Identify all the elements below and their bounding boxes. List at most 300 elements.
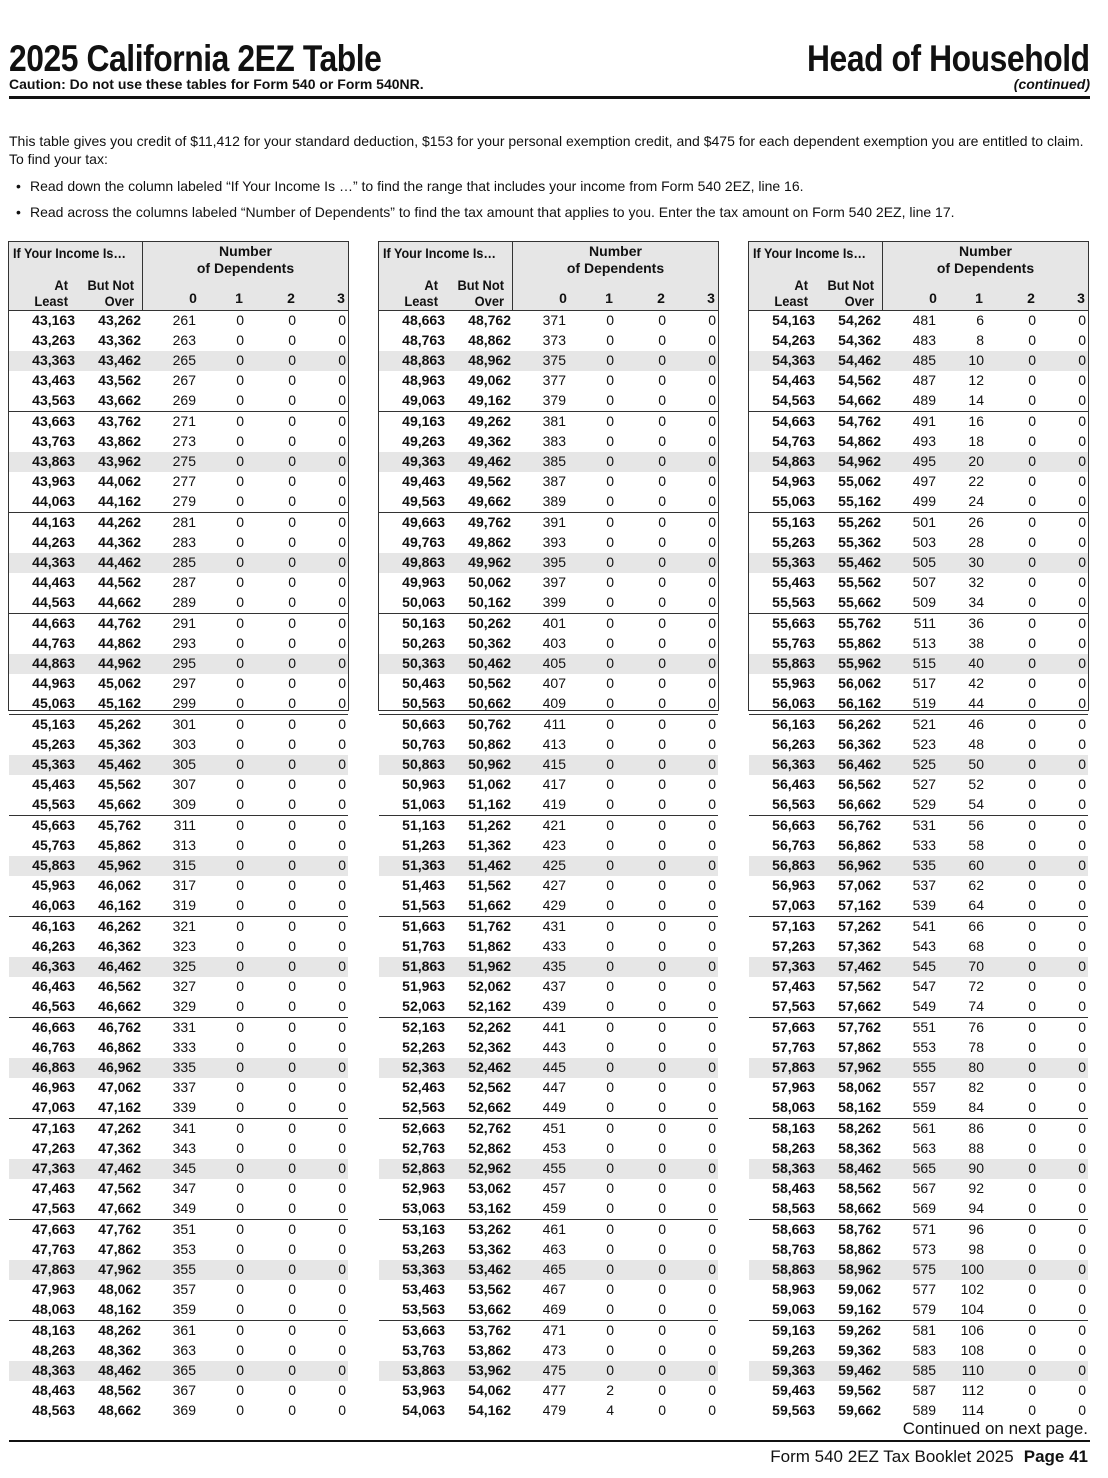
table-row [9,1341,348,1361]
at-least-cell: 49,863 [402,554,445,570]
tax-dependents-0-cell: 289 [172,594,196,610]
but-not-over-cell: 44,662 [98,594,141,610]
but-not-over-cell: 59,262 [838,1322,881,1338]
at-least-cell: 59,163 [772,1322,815,1338]
table-row [749,654,1088,674]
tax-dependents-3-cell: 0 [708,574,716,590]
tax-dependents-1-cell: 0 [236,1160,244,1176]
dependents-header-line1: Number [959,243,1012,259]
tax-dependents-1-cell: 98 [968,1241,984,1257]
tax-dependents-1-cell: 0 [606,1342,614,1358]
tax-dependents-3-cell: 0 [708,736,716,752]
but-not-over-cell: 48,962 [468,352,511,368]
table-row [749,1219,1088,1240]
but-not-over-cell: 46,162 [98,897,141,913]
at-least-cell: 50,863 [402,756,445,772]
tax-dependents-3-cell: 0 [338,312,346,328]
at-least-cell: 45,963 [32,877,75,893]
table-row [379,876,718,896]
at-least-cell: 54,863 [772,453,815,469]
tax-dependents-1-cell: 0 [236,413,244,429]
tax-dependents-3-cell: 0 [1078,332,1086,348]
table-row [9,916,348,937]
at-least-cell: 53,363 [402,1261,445,1277]
tax-dependents-1-cell: 0 [606,1160,614,1176]
tax-dependents-3-cell: 0 [338,1039,346,1055]
tax-dependents-1-cell: 0 [606,978,614,994]
table-row [749,1017,1088,1038]
tax-dependents-1-cell: 0 [606,1079,614,1095]
tax-dependents-3-cell: 0 [708,1362,716,1378]
tax-dependents-3-cell: 0 [708,1180,716,1196]
at-least-cell: 58,063 [772,1099,815,1115]
but-not-over-cell: 45,362 [98,736,141,752]
tax-dependents-1-cell: 62 [968,877,984,893]
table-row [379,452,718,472]
tax-dependents-1-cell: 0 [606,1200,614,1216]
table-row [9,856,348,876]
tax-dependents-0-cell: 481 [912,312,936,328]
tax-dependents-0-cell: 371 [542,312,566,328]
but-not-over-cell: 54,562 [838,372,881,388]
tax-dependents-1-cell: 0 [236,514,244,530]
tax-dependents-0-cell: 265 [172,352,196,368]
tax-dependents-1-cell: 0 [236,473,244,489]
tax-dependents-2-cell: 0 [1028,1221,1036,1237]
dependents-header-line2: of Dependents [936,260,1035,276]
at-least-cell: 56,463 [772,776,815,792]
tax-dependents-2-cell: 0 [658,574,666,590]
tax-dependents-3-cell: 0 [338,433,346,449]
tax-dependents-2-cell: 0 [288,695,296,711]
tax-dependents-0-cell: 273 [172,433,196,449]
tax-dependents-3-cell: 0 [708,372,716,388]
but-not-over-cell: 44,762 [98,615,141,631]
at-least-cell: 55,963 [772,675,815,691]
tax-dependents-0-cell: 299 [172,695,196,711]
tax-dependents-1-cell: 80 [968,1059,984,1075]
tax-dependents-3-cell: 0 [338,877,346,893]
tax-dependents-2-cell: 0 [1028,1079,1036,1095]
at-least-cell: 52,763 [402,1140,445,1156]
but-not-over-cell: 55,962 [838,655,881,671]
tax-dependents-3-cell: 0 [708,1140,716,1156]
at-least-cell: 56,163 [772,716,815,732]
tax-dependents-1-cell: 0 [606,877,614,893]
at-least-cell: 47,863 [32,1261,75,1277]
tax-dependents-1-cell: 110 [961,1362,984,1378]
tax-dependents-3-cell: 0 [1078,392,1086,408]
tax-dependents-0-cell: 281 [172,514,196,530]
tax-dependents-3-cell: 0 [708,978,716,994]
but-not-over-cell: 50,862 [468,736,511,752]
but-not-over-cell: 58,462 [838,1160,881,1176]
but-not-over-cell: 58,662 [838,1200,881,1216]
tax-dependents-3-cell: 0 [708,877,716,893]
but-not-over-cell: 48,462 [98,1362,141,1378]
tax-dependents-2-cell: 0 [1028,1362,1036,1378]
but-not-over-cell: 46,562 [98,978,141,994]
tax-dependents-1-cell: 0 [236,958,244,974]
at-least-cell: 51,563 [402,897,445,913]
table-row [379,593,718,613]
tax-dependents-0-cell: 323 [172,938,196,954]
tax-dependents-1-cell: 0 [606,1261,614,1277]
tax-dependents-2-cell: 0 [288,372,296,388]
tax-dependents-3-cell: 0 [1078,736,1086,752]
tax-dependents-3-cell: 0 [338,655,346,671]
but-not-over-cell: 47,362 [98,1140,141,1156]
tax-dependents-3-cell: 0 [1078,998,1086,1014]
instruction-bullet-2 [16,203,955,221]
but-not-over-cell: 58,262 [838,1120,881,1136]
at-least-cell: 55,863 [772,655,815,671]
tax-dependents-1-cell: 56 [968,817,984,833]
tax-dependents-3-cell: 0 [1078,1322,1086,1338]
tax-dependents-2-cell: 0 [1028,1402,1036,1418]
tax-dependents-0-cell: 533 [912,837,936,853]
but-not-over-cell: 43,462 [98,352,141,368]
tax-dependents-3-cell: 0 [1078,1019,1086,1035]
tax-dependents-1-cell: 0 [606,918,614,934]
tax-dependents-2-cell: 0 [288,1221,296,1237]
at-least-cell: 48,463 [32,1382,75,1398]
tax-dependents-3-cell: 0 [338,453,346,469]
tax-dependents-2-cell: 0 [288,534,296,550]
at-least-cell: 58,863 [772,1261,815,1277]
tax-dependents-0-cell: 325 [172,958,196,974]
but-not-over-cell: 50,162 [468,594,511,610]
but-not-over-line2: Over [844,293,874,309]
tax-dependents-1-cell: 0 [606,1019,614,1035]
tax-dependents-0-cell: 461 [542,1221,566,1237]
tax-dependents-1-cell: 24 [968,493,984,509]
but-not-over-cell: 43,862 [98,433,141,449]
tax-dependents-2-cell: 0 [658,1221,666,1237]
at-least-cell: 47,763 [32,1241,75,1257]
tax-dependents-2-cell: 0 [288,392,296,408]
tax-dependents-2-cell: 0 [288,1120,296,1136]
but-not-over-header [810,277,874,309]
tax-dependents-3-cell: 0 [1078,675,1086,691]
tax-dependents-3-cell: 0 [708,675,716,691]
tax-dependents-2-cell: 0 [288,1342,296,1358]
table-row [9,391,348,411]
table-row [379,997,718,1017]
tax-dependents-1-cell: 114 [961,1402,984,1418]
tax-dependents-3-cell: 0 [708,493,716,509]
dependents-0-header: 0 [929,290,937,306]
at-least-cell: 57,663 [772,1019,815,1035]
tax-dependents-0-cell: 329 [172,998,196,1014]
tax-dependents-0-cell: 315 [172,857,196,873]
but-not-over-cell: 50,462 [468,655,511,671]
at-least-cell: 48,063 [32,1301,75,1317]
tax-dependents-1-cell: 88 [968,1140,984,1156]
tax-dependents-3-cell: 0 [1078,312,1086,328]
tax-dependents-3-cell: 0 [338,554,346,570]
table-row [749,593,1088,613]
at-least-cell: 56,963 [772,877,815,893]
but-not-over-cell: 48,062 [98,1281,141,1297]
at-least-cell: 51,763 [402,938,445,954]
tax-dependents-3-cell: 0 [1078,554,1086,570]
but-not-over-cell: 48,762 [468,312,511,328]
tax-dependents-0-cell: 529 [912,796,936,812]
table-row [9,1098,348,1118]
tax-dependents-0-cell: 457 [542,1180,566,1196]
tax-dependents-1-cell: 0 [236,1039,244,1055]
tax-dependents-1-cell: 0 [236,1281,244,1297]
tax-dependents-0-cell: 477 [542,1382,566,1398]
tax-dependents-3-cell: 0 [708,837,716,853]
table-row [379,533,718,553]
tax-dependents-1-cell: 0 [606,675,614,691]
tax-dependents-2-cell: 0 [1028,554,1036,570]
tax-dependents-1-cell: 0 [606,1322,614,1338]
tax-dependents-3-cell: 0 [1078,453,1086,469]
tax-dependents-3-cell: 0 [338,1241,346,1257]
tax-dependents-3-cell: 0 [338,897,346,913]
table-row [749,1098,1088,1118]
but-not-over-cell: 53,062 [468,1180,511,1196]
table-row [749,331,1088,351]
tax-dependents-1-cell: 54 [968,796,984,812]
at-least-cell: 51,663 [402,918,445,934]
tax-dependents-0-cell: 567 [912,1180,936,1196]
tax-dependents-0-cell: 351 [172,1221,196,1237]
tax-dependents-0-cell: 389 [542,493,566,509]
tax-dependents-1-cell: 0 [236,1382,244,1398]
tax-dependents-1-cell: 0 [236,978,244,994]
but-not-over-cell: 43,262 [98,312,141,328]
dependents-3-header: 3 [1077,290,1085,306]
table-row [379,371,718,391]
but-not-over-cell: 51,662 [468,897,511,913]
at-least-cell: 49,063 [402,392,445,408]
tax-dependents-0-cell: 573 [912,1241,936,1257]
but-not-over-cell: 44,862 [98,635,141,651]
at-least-cell: 59,363 [772,1362,815,1378]
page-header [9,38,1090,99]
tax-dependents-3-cell: 0 [338,392,346,408]
tax-dependents-3-cell: 0 [708,413,716,429]
tax-dependents-3-cell: 0 [338,1322,346,1338]
tax-dependents-0-cell: 499 [912,493,936,509]
but-not-over-cell: 55,062 [838,473,881,489]
tax-dependents-3-cell: 0 [1078,897,1086,913]
tax-dependents-2-cell: 0 [1028,897,1036,913]
table-row [379,1078,718,1098]
income-header: If Your Income Is… [753,245,866,261]
but-not-over-cell: 49,762 [468,514,511,530]
tax-dependents-2-cell: 0 [288,675,296,691]
tax-dependents-0-cell: 341 [172,1120,196,1136]
at-least-cell: 51,063 [402,796,445,812]
tax-dependents-1-cell: 0 [236,534,244,550]
tax-dependents-3-cell: 0 [708,312,716,328]
tax-dependents-3-cell: 0 [1078,1221,1086,1237]
tax-dependents-2-cell: 0 [288,857,296,873]
tax-dependents-1-cell: 0 [236,817,244,833]
table-row [749,876,1088,896]
at-least-cell: 58,763 [772,1241,815,1257]
tax-dependents-2-cell: 0 [288,837,296,853]
at-least-cell: 43,663 [32,413,75,429]
table-row [9,1139,348,1159]
tax-dependents-0-cell: 291 [172,615,196,631]
tax-dependents-2-cell: 0 [1028,1382,1036,1398]
table-row [9,1199,348,1219]
tax-dependents-0-cell: 429 [542,897,566,913]
tax-dependents-1-cell: 16 [968,413,984,429]
table-row [749,1139,1088,1159]
tax-dependents-0-cell: 559 [912,1099,936,1115]
tax-dependents-2-cell: 0 [1028,736,1036,752]
at-least-cell: 57,363 [772,958,815,974]
tax-dependents-3-cell: 0 [1078,1301,1086,1317]
table-row [9,553,348,573]
tax-dependents-0-cell: 313 [172,837,196,853]
tax-dependents-2-cell: 0 [658,1261,666,1277]
tax-dependents-0-cell: 269 [172,392,196,408]
tax-dependents-3-cell: 0 [1078,594,1086,610]
at-least-cell: 45,063 [32,695,75,711]
at-least-cell: 46,163 [32,918,75,934]
tax-dependents-1-cell: 0 [606,493,614,509]
table-row [749,1401,1088,1421]
tax-dependents-3-cell: 0 [1078,716,1086,732]
tax-dependents-3-cell: 0 [338,796,346,812]
tax-dependents-0-cell: 549 [912,998,936,1014]
tax-dependents-2-cell: 0 [658,312,666,328]
tax-dependents-1-cell: 0 [606,1362,614,1378]
tax-dependents-2-cell: 0 [658,675,666,691]
but-not-over-cell: 53,562 [468,1281,511,1297]
tax-dependents-1-cell: 0 [606,756,614,772]
but-not-over-cell: 44,462 [98,554,141,570]
tax-dependents-2-cell: 0 [658,1160,666,1176]
tax-dependents-0-cell: 569 [912,1200,936,1216]
tax-dependents-3-cell: 0 [338,1140,346,1156]
tax-dependents-0-cell: 293 [172,635,196,651]
tax-dependents-1-cell: 0 [236,574,244,590]
tax-dependents-1-cell: 34 [968,594,984,610]
dependents-1-header: 1 [235,290,243,306]
tax-dependents-1-cell: 26 [968,514,984,530]
tax-dependents-1-cell: 28 [968,534,984,550]
at-least-cell: 48,863 [402,352,445,368]
table-row [9,735,348,755]
tax-dependents-3-cell: 0 [338,1221,346,1237]
table-row [379,694,718,714]
at-least-cell: 48,263 [32,1342,75,1358]
but-not-over-cell: 47,762 [98,1221,141,1237]
but-not-over-cell: 48,562 [98,1382,141,1398]
at-least-cell: 57,863 [772,1059,815,1075]
but-not-over-cell: 56,362 [838,736,881,752]
table-row [379,1260,718,1280]
but-not-over-cell: 57,062 [838,877,881,893]
tax-dependents-0-cell: 571 [912,1221,936,1237]
table-row [749,351,1088,371]
tax-dependents-3-cell: 0 [1078,433,1086,449]
tax-dependents-3-cell: 0 [338,756,346,772]
but-not-over-cell: 46,262 [98,918,141,934]
tax-dependents-1-cell: 0 [606,897,614,913]
tax-dependents-2-cell: 0 [1028,453,1036,469]
tax-dependents-0-cell: 521 [912,716,936,732]
table-row [379,432,718,452]
tax-dependents-3-cell: 0 [1078,1261,1086,1277]
table-row [749,1118,1088,1139]
tax-dependents-2-cell: 0 [658,776,666,792]
tax-dependents-0-cell: 397 [542,574,566,590]
table-row [379,634,718,654]
tax-dependents-2-cell: 0 [658,534,666,550]
tax-dependents-1-cell: 0 [236,1342,244,1358]
dependents-header-line2: of Dependents [196,260,295,276]
tax-dependents-3-cell: 0 [338,1099,346,1115]
tax-dependents-0-cell: 535 [912,857,936,873]
tax-dependents-1-cell: 68 [968,938,984,954]
at-least-cell: 49,563 [402,493,445,509]
at-least-cell: 46,663 [32,1019,75,1035]
tax-dependents-1-cell: 0 [236,796,244,812]
tax-dependents-0-cell: 565 [912,1160,936,1176]
dependents-3-header: 3 [337,290,345,306]
tax-dependents-2-cell: 0 [658,1342,666,1358]
tax-dependents-3-cell: 0 [708,1281,716,1297]
tax-dependents-0-cell: 455 [542,1160,566,1176]
tax-dependents-0-cell: 327 [172,978,196,994]
tax-dependents-2-cell: 0 [658,352,666,368]
at-least-cell: 44,763 [32,635,75,651]
table-row [9,937,348,957]
tax-dependents-3-cell: 0 [1078,1382,1086,1398]
table-row [749,472,1088,492]
at-least-cell: 45,563 [32,796,75,812]
tax-dependents-2-cell: 0 [288,493,296,509]
at-least-cell: 56,663 [772,817,815,833]
but-not-over-cell: 51,962 [468,958,511,974]
but-not-over-cell: 48,862 [468,332,511,348]
continued-label: (continued) [1013,76,1090,92]
tax-dependents-0-cell: 377 [542,372,566,388]
bullet-text: Read across the columns labeled “Number of Dependents” to find the tax amount that applies to you. Enter the tax amount on Form 540 2EZ, line 17. [30,204,955,220]
tax-dependents-0-cell: 361 [172,1322,196,1338]
tax-dependents-1-cell: 0 [236,776,244,792]
tax-dependents-3-cell: 0 [338,413,346,429]
but-not-over-cell: 43,762 [98,413,141,429]
tax-dependents-2-cell: 0 [1028,493,1036,509]
tax-dependents-2-cell: 0 [288,615,296,631]
but-not-over-cell: 49,662 [468,493,511,509]
table-row [749,1199,1088,1219]
tax-dependents-3-cell: 0 [708,392,716,408]
table-row [9,613,348,634]
at-least-cell: 53,263 [402,1241,445,1257]
tax-dependents-2-cell: 0 [288,978,296,994]
tax-dependents-0-cell: 427 [542,877,566,893]
tax-dependents-3-cell: 0 [708,1261,716,1277]
tax-dependents-1-cell: 0 [606,473,614,489]
tax-dependents-1-cell: 0 [606,1099,614,1115]
at-least-cell: 52,563 [402,1099,445,1115]
tax-dependents-1-cell: 0 [236,372,244,388]
tax-dependents-2-cell: 0 [1028,1140,1036,1156]
tax-dependents-2-cell: 0 [1028,756,1036,772]
